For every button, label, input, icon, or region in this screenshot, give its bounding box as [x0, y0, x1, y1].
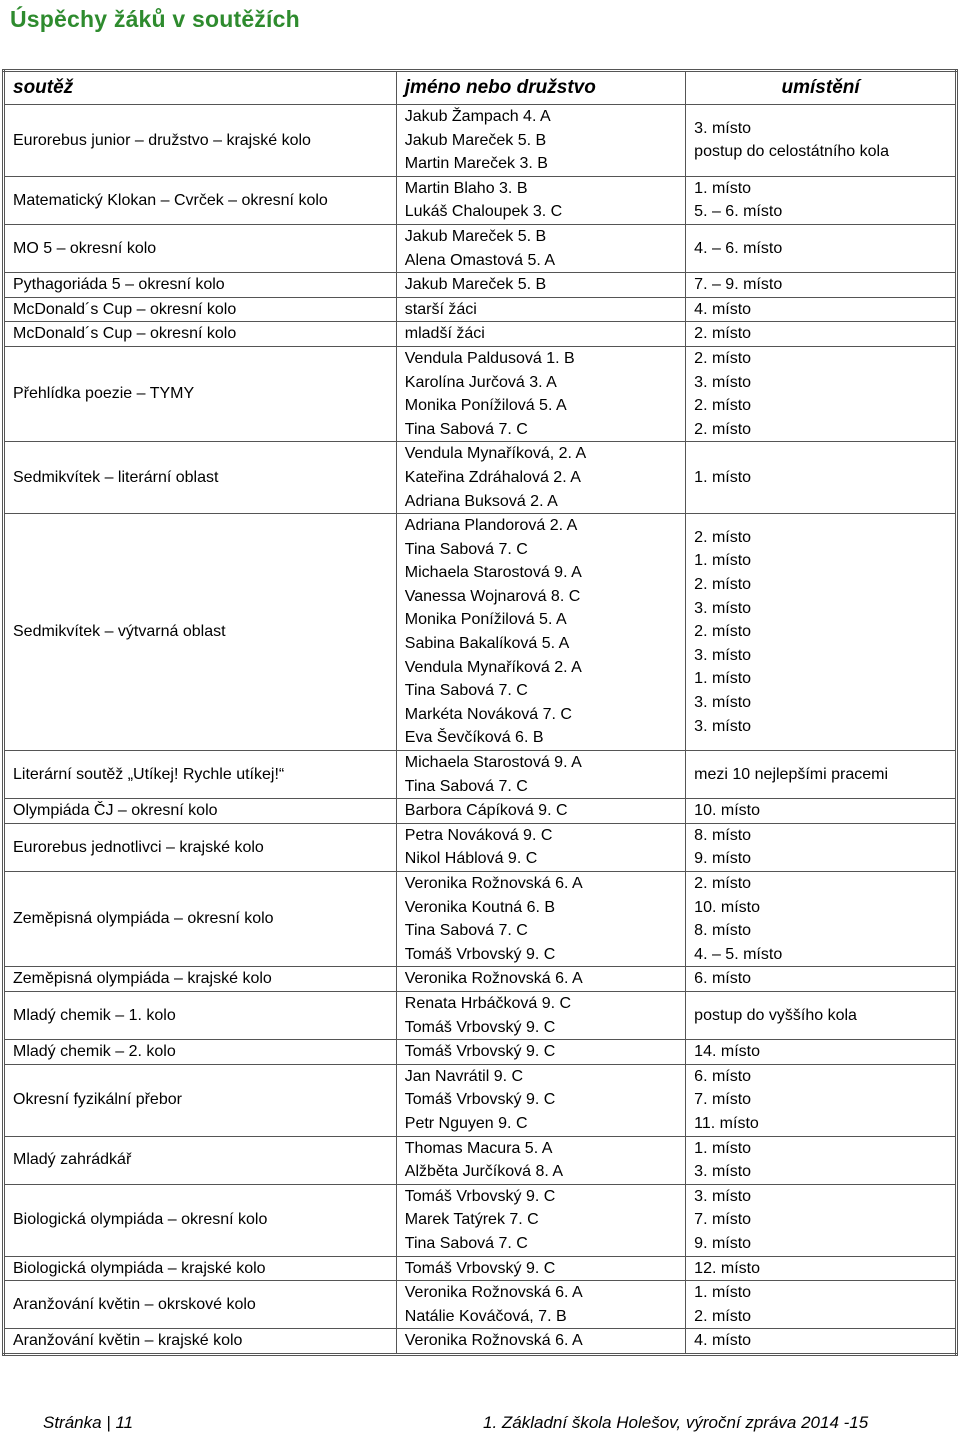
participant-name: Veronika Rožnovská 6. A — [404, 1284, 583, 1302]
competition-cell: Pythagoriáda 5 – okresní kolo — [4, 273, 397, 298]
placement-value: 7. místo — [694, 1091, 752, 1109]
participant-name: Eva Ševčíková 6. B — [404, 729, 544, 747]
participant-name: Monika Ponížilová 5. A — [404, 611, 567, 629]
table-row — [4, 872, 957, 967]
placement-cell — [686, 799, 957, 824]
participant-name: mladší žáci — [404, 325, 485, 343]
participant-name: Thomas Macura 5. A — [404, 1139, 553, 1157]
participant-name: Veronika Rožnovská 6. A — [404, 970, 583, 988]
placement-value: 2. místo — [694, 349, 752, 367]
names-cell — [396, 799, 685, 824]
competition-cell: Matematický Klokan – Cvrček – okresní kolo — [4, 176, 397, 224]
table-row — [4, 105, 957, 177]
header-competition: soutěž — [4, 71, 397, 105]
participant-name: Jakub Žampach 4. A — [404, 108, 551, 125]
table-row — [4, 799, 957, 824]
footer-page-number: Stránka | 11 — [43, 1413, 134, 1432]
placement-value: 5. – 6. místo — [694, 203, 783, 221]
participant-name: Veronika Rožnovská 6. A — [404, 875, 583, 892]
placement-value: 6. místo — [694, 970, 752, 988]
placement-cell — [686, 1329, 957, 1355]
placement-cell — [686, 872, 957, 967]
participant-name: Vendula Mynaříková 2. A — [404, 658, 582, 676]
placement-value: 3. místo — [694, 646, 752, 664]
competition-cell: Literární soutěž „Utíkej! Rychle utíkej!“ — [4, 751, 397, 799]
participant-name: Tina Sabová 7. C — [404, 922, 528, 940]
participant-name: Natálie Kováčová, 7. B — [404, 1307, 567, 1325]
participant-name: Jan Navrátil 9. C — [404, 1067, 524, 1085]
placement-value: 2. místo — [694, 397, 752, 415]
competition-cell: Sedmikvítek – literární oblast — [4, 442, 397, 514]
names-cell — [396, 176, 685, 224]
names-cell — [396, 1281, 685, 1329]
placement-value: 1. místo — [694, 179, 752, 197]
participant-name: Kateřina Zdráhalová 2. A — [404, 468, 581, 486]
participant-name: Tomáš Vrbovský 9. C — [404, 1259, 556, 1277]
participant-name: Adriana Plandorová 2. A — [404, 517, 578, 535]
participant-name: Vendula Paldusová 1. B — [404, 349, 575, 367]
placement-value: 1. místo — [694, 670, 752, 688]
placement-value: 1. místo — [694, 1139, 752, 1157]
participant-name: Tina Sabová 7. C — [404, 420, 528, 438]
participant-name: Michaela Starostová 9. A — [404, 564, 582, 582]
competition-cell: Přehlídka poezie – TYMY — [4, 346, 397, 441]
table-row — [4, 322, 957, 347]
table-row — [4, 751, 957, 799]
participant-name: Monika Ponížilová 5. A — [404, 397, 567, 415]
participant-name: Adriana Buksová 2. A — [404, 492, 558, 510]
placement-value: 2. místo — [694, 528, 752, 546]
placement-cell — [686, 105, 957, 177]
placement-value: 2. místo — [694, 420, 752, 438]
participant-name: Michaela Starostová 9. A — [404, 754, 582, 772]
placement-value: 1. místo — [694, 468, 752, 486]
placement-value: 7. místo — [694, 1211, 752, 1229]
participant-name: Tina Sabová 7. C — [404, 540, 528, 558]
participant-name: Nikol Háblová 9. C — [404, 850, 538, 868]
competition-cell: Zeměpisná olympiáda – okresní kolo — [4, 872, 397, 967]
competition-cell: Aranžování květin – krajské kolo — [4, 1329, 397, 1355]
participant-name: Tina Sabová 7. C — [404, 777, 528, 795]
table-row — [4, 442, 957, 514]
placement-cell — [686, 442, 957, 514]
participant-name: Vanessa Wojnarová 8. C — [404, 587, 581, 605]
placement-value: 3. místo — [694, 599, 752, 617]
placement-value: 14. místo — [694, 1043, 760, 1061]
placement-value: 7. – 9. místo — [694, 276, 783, 294]
participant-name: Veronika Rožnovská 6. A — [404, 1332, 583, 1350]
placement-value: 3. místo — [694, 694, 752, 712]
names-cell — [396, 991, 685, 1039]
participant-name: Markéta Nováková 7. C — [404, 705, 572, 723]
placement-cell — [686, 1184, 957, 1256]
placement-value: mezi 10 nejlepšími pracemi — [694, 765, 889, 783]
table-row — [4, 297, 957, 322]
placement-cell — [686, 1040, 957, 1065]
table-row — [4, 1256, 957, 1281]
participant-name: Vendula Mynaříková, 2. A — [404, 445, 587, 463]
participant-name: Lukáš Chaloupek 3. C — [404, 203, 563, 221]
table-row — [4, 1281, 957, 1329]
participant-name: Petr Nguyen 9. C — [404, 1114, 528, 1132]
placement-value: 1. místo — [694, 1284, 752, 1302]
placement-cell — [686, 967, 957, 992]
participant-name: Marek Tatýrek 7. C — [404, 1211, 539, 1229]
participant-name: Tomáš Vrbovský 9. C — [404, 1043, 556, 1061]
participant-name: Tomáš Vrbovský 9. C — [404, 1091, 556, 1109]
names-cell — [396, 442, 685, 514]
table-row — [4, 1329, 957, 1355]
table-row — [4, 1184, 957, 1256]
placement-cell — [686, 991, 957, 1039]
table-row — [4, 1064, 957, 1136]
participant-name: Jakub Mareček 5. B — [404, 131, 547, 149]
names-cell — [396, 1184, 685, 1256]
competition-cell: Eurorebus jednotlivci – krajské kolo — [4, 823, 397, 871]
names-cell — [396, 322, 685, 347]
names-cell — [396, 1064, 685, 1136]
placement-cell — [686, 224, 957, 272]
placement-cell — [686, 514, 957, 751]
names-cell — [396, 273, 685, 298]
placement-cell — [686, 823, 957, 871]
names-cell — [396, 751, 685, 799]
table-row — [4, 1136, 957, 1184]
names-cell — [396, 105, 685, 177]
placement-value: 4. – 6. místo — [694, 239, 783, 257]
header-placement: umístění — [686, 71, 957, 105]
placement-cell — [686, 751, 957, 799]
placement-value: 6. místo — [694, 1067, 752, 1085]
placement-cell — [686, 176, 957, 224]
placement-cell — [686, 273, 957, 298]
names-cell — [396, 1136, 685, 1184]
competition-cell: Aranžování květin – okrskové kolo — [4, 1281, 397, 1329]
placement-value: 4. – 5. místo — [694, 945, 783, 963]
placement-cell — [686, 1136, 957, 1184]
names-cell — [396, 1256, 685, 1281]
placement-value: 9. místo — [694, 850, 752, 868]
names-cell — [396, 872, 685, 967]
placement-value: 3. místo — [694, 717, 752, 735]
placement-value: 2. místo — [694, 325, 752, 343]
placement-value: 2. místo — [694, 875, 752, 892]
page-title: Úspěchy žáků v soutěžích — [10, 6, 300, 32]
participant-name: Sabina Bakalíková 5. A — [404, 635, 570, 653]
placement-value: 12. místo — [694, 1259, 760, 1277]
participant-name: Veronika Koutná 6. B — [404, 898, 556, 916]
placement-value: 8. místo — [694, 922, 752, 940]
placement-value: 2. místo — [694, 1307, 752, 1325]
competition-cell: Biologická olympiáda – okresní kolo — [4, 1184, 397, 1256]
table-row — [4, 1040, 957, 1065]
names-cell — [396, 297, 685, 322]
placement-value: 1. místo — [694, 552, 752, 570]
placement-value: 4. místo — [694, 1332, 752, 1350]
placement-value: 4. místo — [694, 300, 752, 318]
placement-value: 2. místo — [694, 623, 752, 641]
results-table — [2, 69, 958, 1356]
placement-value: 10. místo — [694, 898, 760, 916]
competition-cell: Mladý zahrádkář — [4, 1136, 397, 1184]
competition-cell: Mladý chemik – 1. kolo — [4, 991, 397, 1039]
participant-name: Tina Sabová 7. C — [404, 1234, 528, 1252]
placement-value: 9. místo — [694, 1234, 752, 1252]
participant-name: Jakub Mareček 5. B — [404, 227, 547, 245]
placement-value: 2. místo — [694, 576, 752, 594]
placement-value: 3. místo — [694, 1163, 752, 1181]
placement-cell — [686, 1281, 957, 1329]
names-cell — [396, 1329, 685, 1355]
participant-name: Petra Nováková 9. C — [404, 826, 553, 844]
table-row — [4, 967, 957, 992]
participant-name: Karolína Jurčová 3. A — [404, 373, 557, 391]
table-row — [4, 346, 957, 441]
competition-cell: Sedmikvítek – výtvarná oblast — [4, 514, 397, 751]
placement-value: 3. místo — [694, 119, 752, 137]
participant-name: Tomáš Vrbovský 9. C — [404, 945, 556, 963]
competition-cell: MO 5 – okresní kolo — [4, 224, 397, 272]
placement-value: 3. místo — [694, 373, 752, 391]
competition-cell: Biologická olympiáda – krajské kolo — [4, 1256, 397, 1281]
placement-value: postup do celostátního kola — [694, 143, 889, 161]
table-row — [4, 823, 957, 871]
placement-value: 11. místo — [694, 1114, 759, 1132]
table-row — [4, 991, 957, 1039]
names-cell — [396, 346, 685, 441]
placement-cell — [686, 1064, 957, 1136]
placement-value: 10. místo — [694, 802, 760, 820]
participant-name: Alžběta Jurčíková 8. A — [404, 1163, 564, 1181]
placement-value: postup do vyššího kola — [694, 1006, 857, 1024]
participant-name: Tomáš Vrbovský 9. C — [404, 1018, 556, 1036]
header-name: jméno nebo družstvo — [396, 71, 685, 105]
names-cell — [396, 224, 685, 272]
placement-cell — [686, 322, 957, 347]
participant-name: Martin Mareček 3. B — [404, 155, 548, 173]
placement-cell — [686, 1256, 957, 1281]
competition-cell: Okresní fyzikální přebor — [4, 1064, 397, 1136]
participant-name: Tina Sabová 7. C — [404, 682, 528, 700]
names-cell — [396, 514, 685, 751]
competition-cell: McDonald´s Cup – okresní kolo — [4, 322, 397, 347]
table-row — [4, 514, 957, 751]
competition-cell: Mladý chemik – 2. kolo — [4, 1040, 397, 1065]
names-cell — [396, 823, 685, 871]
names-cell — [396, 1040, 685, 1065]
participant-name: Jakub Mareček 5. B — [404, 276, 547, 294]
table-body — [4, 105, 957, 1355]
competition-cell: McDonald´s Cup – okresní kolo — [4, 297, 397, 322]
competition-cell: Eurorebus junior – družstvo – krajské kolo — [4, 105, 397, 177]
names-cell — [396, 967, 685, 992]
participant-name: Renata Hrbáčková 9. C — [404, 994, 572, 1012]
placement-cell — [686, 297, 957, 322]
competition-cell: Olympiáda ČJ – okresní kolo — [4, 799, 397, 824]
participant-name: Barbora Cápíková 9. C — [404, 802, 568, 820]
placement-value: 8. místo — [694, 826, 752, 844]
placement-cell — [686, 346, 957, 441]
table-row — [4, 273, 957, 298]
competition-cell: Zeměpisná olympiáda – krajské kolo — [4, 967, 397, 992]
footer-document-title: 1. Základní škola Holešov, výroční zpráva 2014 -15 — [483, 1413, 869, 1432]
participant-name: Martin Blaho 3. B — [404, 179, 528, 197]
table-row — [4, 224, 957, 272]
placement-value: 3. místo — [694, 1187, 752, 1205]
table-row — [4, 176, 957, 224]
table-header-row — [4, 71, 957, 105]
participant-name: starší žáci — [404, 300, 477, 318]
participant-name: Alena Omastová 5. A — [404, 251, 556, 269]
participant-name: Tomáš Vrbovský 9. C — [404, 1187, 556, 1205]
